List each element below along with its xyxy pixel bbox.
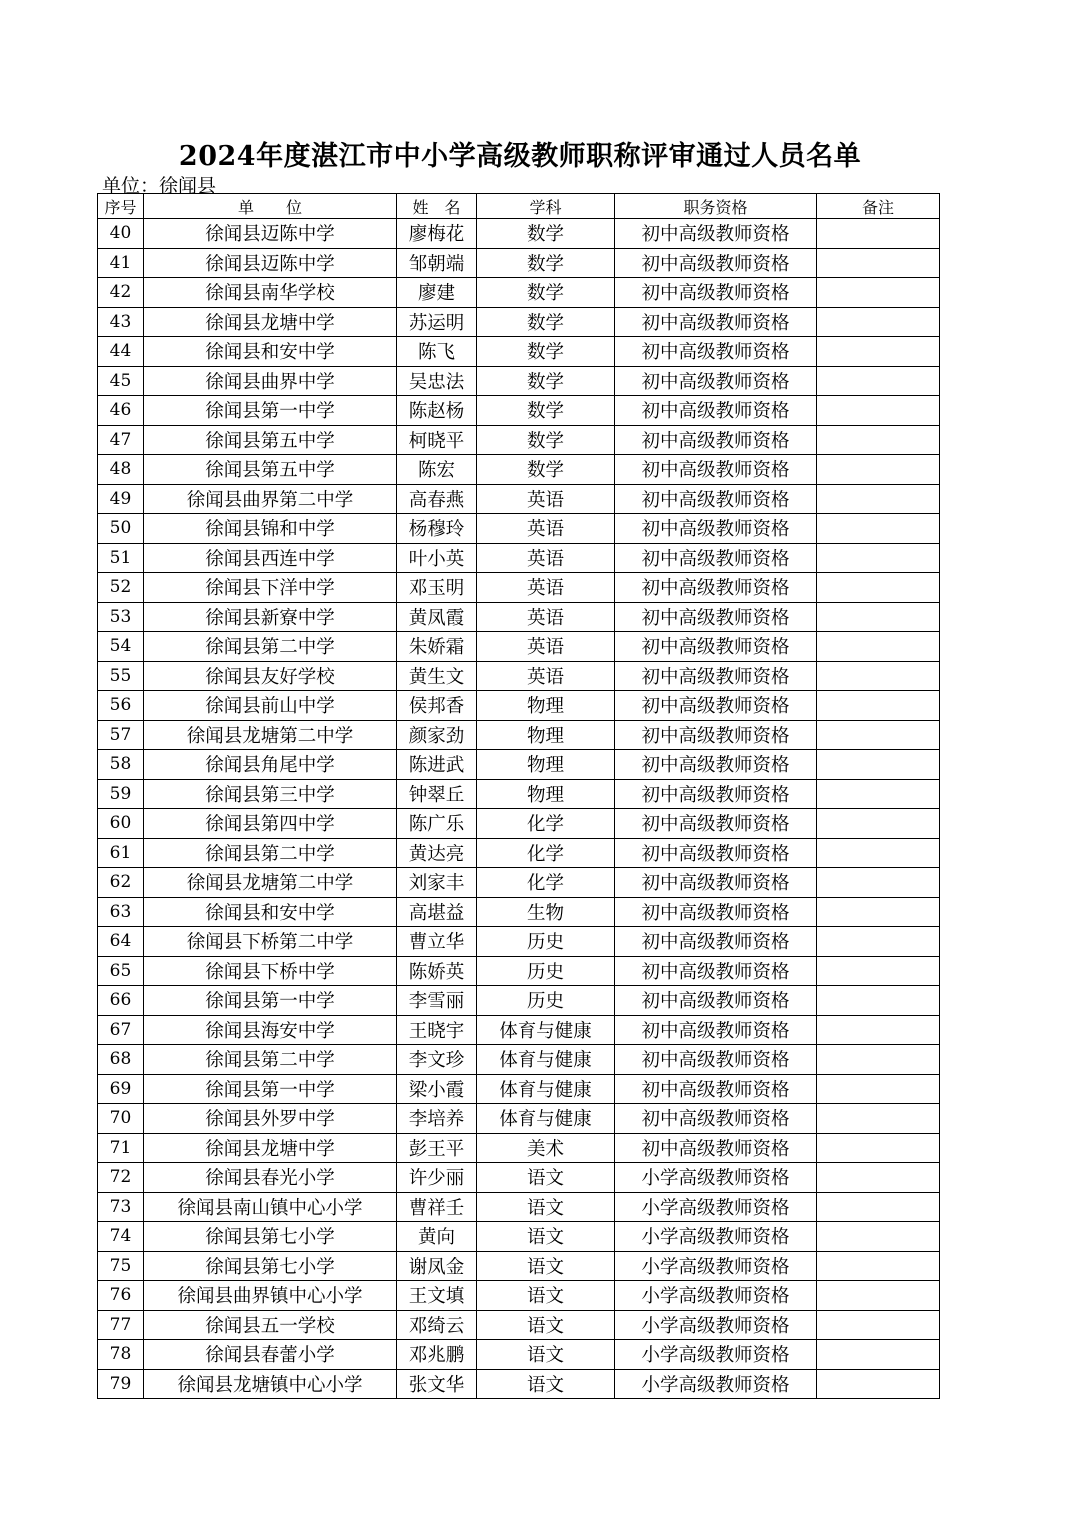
cell-name: 黄凤霞 <box>397 602 477 632</box>
cell-unit: 徐闻县五一学校 <box>144 1310 397 1340</box>
table-row <box>98 1074 940 1104</box>
table-row <box>98 838 940 868</box>
cell-no: 63 <box>98 897 144 927</box>
cell-note <box>817 750 940 780</box>
table-row <box>98 1015 940 1045</box>
cell-note <box>817 573 940 603</box>
cell-unit: 徐闻县和安中学 <box>144 337 397 367</box>
cell-no: 75 <box>98 1251 144 1281</box>
cell-name: 陈宏 <box>397 455 477 485</box>
cell-unit: 徐闻县锦和中学 <box>144 514 397 544</box>
cell-no: 68 <box>98 1045 144 1075</box>
cell-no: 55 <box>98 661 144 691</box>
cell-no: 59 <box>98 779 144 809</box>
cell-name: 吴忠法 <box>397 366 477 396</box>
header-no: 序号 <box>98 194 144 219</box>
cell-name: 许少丽 <box>397 1163 477 1193</box>
cell-subject: 语文 <box>477 1163 615 1193</box>
table-row <box>98 543 940 573</box>
table-row <box>98 1281 940 1311</box>
cell-unit: 徐闻县下桥第二中学 <box>144 927 397 957</box>
cell-note <box>817 425 940 455</box>
cell-name: 陈娇英 <box>397 956 477 986</box>
cell-qualification: 初中高级教师资格 <box>615 720 817 750</box>
cell-name: 李雪丽 <box>397 986 477 1016</box>
header-name: 姓 名 <box>397 194 477 219</box>
cell-subject: 英语 <box>477 514 615 544</box>
cell-no: 60 <box>98 809 144 839</box>
table-row <box>98 809 940 839</box>
cell-note <box>817 543 940 573</box>
cell-no: 53 <box>98 602 144 632</box>
table-row <box>98 337 940 367</box>
cell-note <box>817 779 940 809</box>
cell-no: 57 <box>98 720 144 750</box>
cell-subject: 数学 <box>477 366 615 396</box>
cell-name: 梁小霞 <box>397 1074 477 1104</box>
cell-no: 54 <box>98 632 144 662</box>
cell-name: 曹立华 <box>397 927 477 957</box>
cell-qualification: 初中高级教师资格 <box>615 425 817 455</box>
cell-unit: 徐闻县外罗中学 <box>144 1104 397 1134</box>
table-row <box>98 307 940 337</box>
cell-subject: 物理 <box>477 750 615 780</box>
cell-subject: 体育与健康 <box>477 1045 615 1075</box>
cell-name: 邓玉明 <box>397 573 477 603</box>
table-row <box>98 278 940 308</box>
table-row <box>98 779 940 809</box>
cell-unit: 徐闻县龙塘镇中心小学 <box>144 1369 397 1399</box>
header-row <box>98 194 940 219</box>
cell-unit: 徐闻县南山镇中心小学 <box>144 1192 397 1222</box>
cell-note <box>817 1104 940 1134</box>
cell-subject: 数学 <box>477 425 615 455</box>
cell-unit: 徐闻县春蕾小学 <box>144 1340 397 1370</box>
cell-subject: 历史 <box>477 927 615 957</box>
cell-qualification: 初中高级教师资格 <box>615 307 817 337</box>
cell-subject: 英语 <box>477 661 615 691</box>
cell-subject: 物理 <box>477 779 615 809</box>
cell-unit: 徐闻县第二中学 <box>144 838 397 868</box>
cell-no: 77 <box>98 1310 144 1340</box>
cell-note <box>817 1192 940 1222</box>
table-row <box>98 750 940 780</box>
cell-note <box>817 1369 940 1399</box>
cell-name: 黄达亮 <box>397 838 477 868</box>
table-row <box>98 1192 940 1222</box>
table-row <box>98 897 940 927</box>
cell-subject: 英语 <box>477 602 615 632</box>
cell-unit: 徐闻县第二中学 <box>144 1045 397 1075</box>
cell-subject: 英语 <box>477 632 615 662</box>
header-note: 备注 <box>817 194 940 219</box>
cell-name: 曹祥壬 <box>397 1192 477 1222</box>
cell-subject: 数学 <box>477 278 615 308</box>
cell-name: 王晓宇 <box>397 1015 477 1045</box>
cell-unit: 徐闻县龙塘第二中学 <box>144 720 397 750</box>
cell-qualification: 初中高级教师资格 <box>615 366 817 396</box>
cell-qualification: 初中高级教师资格 <box>615 986 817 1016</box>
cell-note <box>817 602 940 632</box>
cell-note <box>817 1222 940 1252</box>
cell-qualification: 小学高级教师资格 <box>615 1369 817 1399</box>
cell-no: 47 <box>98 425 144 455</box>
cell-name: 苏运明 <box>397 307 477 337</box>
cell-unit: 徐闻县第一中学 <box>144 396 397 426</box>
table-row <box>98 661 940 691</box>
cell-name: 黄生文 <box>397 661 477 691</box>
cell-unit: 徐闻县新寮中学 <box>144 602 397 632</box>
cell-no: 43 <box>98 307 144 337</box>
cell-no: 78 <box>98 1340 144 1370</box>
cell-unit: 徐闻县南华学校 <box>144 278 397 308</box>
cell-qualification: 小学高级教师资格 <box>615 1310 817 1340</box>
cell-name: 李培养 <box>397 1104 477 1134</box>
cell-name: 颜家劲 <box>397 720 477 750</box>
cell-no: 76 <box>98 1281 144 1311</box>
cell-name: 陈飞 <box>397 337 477 367</box>
header-qualification: 职务资格 <box>615 194 817 219</box>
cell-subject: 英语 <box>477 543 615 573</box>
cell-unit: 徐闻县第三中学 <box>144 779 397 809</box>
cell-note <box>817 307 940 337</box>
cell-qualification: 初中高级教师资格 <box>615 514 817 544</box>
cell-no: 46 <box>98 396 144 426</box>
cell-name: 邓兆鹏 <box>397 1340 477 1370</box>
cell-unit: 徐闻县和安中学 <box>144 897 397 927</box>
cell-no: 72 <box>98 1163 144 1193</box>
cell-qualification: 初中高级教师资格 <box>615 278 817 308</box>
cell-qualification: 初中高级教师资格 <box>615 927 817 957</box>
cell-subject: 物理 <box>477 691 615 721</box>
cell-subject: 数学 <box>477 248 615 278</box>
cell-unit: 徐闻县第二中学 <box>144 632 397 662</box>
cell-no: 70 <box>98 1104 144 1134</box>
table-row <box>98 632 940 662</box>
cell-qualification: 初中高级教师资格 <box>615 750 817 780</box>
cell-subject: 数学 <box>477 455 615 485</box>
cell-qualification: 初中高级教师资格 <box>615 1133 817 1163</box>
cell-unit: 徐闻县第四中学 <box>144 809 397 839</box>
cell-qualification: 初中高级教师资格 <box>615 632 817 662</box>
cell-no: 40 <box>98 219 144 249</box>
cell-unit: 徐闻县前山中学 <box>144 691 397 721</box>
cell-subject: 数学 <box>477 396 615 426</box>
cell-name: 高堪益 <box>397 897 477 927</box>
cell-name: 高春燕 <box>397 484 477 514</box>
cell-note <box>817 278 940 308</box>
cell-subject: 化学 <box>477 838 615 868</box>
cell-unit: 徐闻县西连中学 <box>144 543 397 573</box>
document-title: 2024年度湛江市中小学高级教师职称评审通过人员名单 <box>178 141 862 172</box>
cell-subject: 体育与健康 <box>477 1074 615 1104</box>
cell-subject: 英语 <box>477 484 615 514</box>
cell-qualification: 初中高级教师资格 <box>615 956 817 986</box>
cell-qualification: 初中高级教师资格 <box>615 573 817 603</box>
cell-note <box>817 927 940 957</box>
cell-qualification: 初中高级教师资格 <box>615 1104 817 1134</box>
cell-note <box>817 1015 940 1045</box>
cell-subject: 语文 <box>477 1310 615 1340</box>
cell-subject: 语文 <box>477 1369 615 1399</box>
cell-qualification: 初中高级教师资格 <box>615 484 817 514</box>
cell-note <box>817 1133 940 1163</box>
cell-subject: 语文 <box>477 1281 615 1311</box>
table-row <box>98 691 940 721</box>
cell-note <box>817 1251 940 1281</box>
table-row <box>98 1369 940 1399</box>
cell-subject: 语文 <box>477 1340 615 1370</box>
cell-name: 朱娇霜 <box>397 632 477 662</box>
cell-note <box>817 838 940 868</box>
cell-no: 62 <box>98 868 144 898</box>
table-row <box>98 455 940 485</box>
cell-no: 74 <box>98 1222 144 1252</box>
table-row <box>98 514 940 544</box>
cell-unit: 徐闻县龙塘中学 <box>144 307 397 337</box>
cell-note <box>817 1281 940 1311</box>
header-subject: 学科 <box>477 194 615 219</box>
cell-note <box>817 1074 940 1104</box>
cell-unit: 徐闻县迈陈中学 <box>144 219 397 249</box>
table-row <box>98 425 940 455</box>
cell-unit: 徐闻县下桥中学 <box>144 956 397 986</box>
cell-no: 67 <box>98 1015 144 1045</box>
cell-qualification: 初中高级教师资格 <box>615 1015 817 1045</box>
cell-name: 廖建 <box>397 278 477 308</box>
cell-name: 谢凤金 <box>397 1251 477 1281</box>
cell-unit: 徐闻县下洋中学 <box>144 573 397 603</box>
cell-qualification: 小学高级教师资格 <box>615 1163 817 1193</box>
cell-subject: 语文 <box>477 1192 615 1222</box>
table-row <box>98 927 940 957</box>
cell-unit: 徐闻县第一中学 <box>144 1074 397 1104</box>
cell-no: 45 <box>98 366 144 396</box>
cell-name: 陈赵杨 <box>397 396 477 426</box>
cell-qualification: 初中高级教师资格 <box>615 691 817 721</box>
cell-name: 黄向 <box>397 1222 477 1252</box>
cell-name: 邹朝端 <box>397 248 477 278</box>
cell-unit: 徐闻县曲界第二中学 <box>144 484 397 514</box>
cell-unit: 徐闻县春光小学 <box>144 1163 397 1193</box>
cell-note <box>817 396 940 426</box>
cell-unit: 徐闻县曲界镇中心小学 <box>144 1281 397 1311</box>
table-row <box>98 1340 940 1370</box>
cell-note <box>817 248 940 278</box>
cell-qualification: 小学高级教师资格 <box>615 1192 817 1222</box>
cell-unit: 徐闻县海安中学 <box>144 1015 397 1045</box>
table-row <box>98 1045 940 1075</box>
roster-table <box>97 193 940 1399</box>
cell-note <box>817 986 940 1016</box>
cell-no: 42 <box>98 278 144 308</box>
cell-qualification: 初中高级教师资格 <box>615 543 817 573</box>
cell-note <box>817 956 940 986</box>
cell-note <box>817 366 940 396</box>
cell-no: 66 <box>98 986 144 1016</box>
cell-unit: 徐闻县龙塘中学 <box>144 1133 397 1163</box>
table-row <box>98 366 940 396</box>
cell-unit: 徐闻县角尾中学 <box>144 750 397 780</box>
cell-unit: 徐闻县曲界中学 <box>144 366 397 396</box>
cell-no: 69 <box>98 1074 144 1104</box>
cell-subject: 历史 <box>477 956 615 986</box>
cell-unit: 徐闻县友好学校 <box>144 661 397 691</box>
header-unit: 单 位 <box>144 194 397 219</box>
cell-subject: 数学 <box>477 219 615 249</box>
cell-subject: 美术 <box>477 1133 615 1163</box>
cell-note <box>817 337 940 367</box>
cell-subject: 数学 <box>477 307 615 337</box>
cell-no: 41 <box>98 248 144 278</box>
cell-note <box>817 661 940 691</box>
table-row <box>98 1163 940 1193</box>
cell-name: 王文填 <box>397 1281 477 1311</box>
cell-subject: 语文 <box>477 1251 615 1281</box>
cell-qualification: 初中高级教师资格 <box>615 1045 817 1075</box>
table-row <box>98 1104 940 1134</box>
cell-no: 49 <box>98 484 144 514</box>
cell-note <box>817 809 940 839</box>
table-row <box>98 986 940 1016</box>
cell-qualification: 初中高级教师资格 <box>615 868 817 898</box>
cell-note <box>817 868 940 898</box>
cell-no: 79 <box>98 1369 144 1399</box>
cell-name: 彭王平 <box>397 1133 477 1163</box>
cell-subject: 化学 <box>477 809 615 839</box>
cell-unit: 徐闻县第七小学 <box>144 1251 397 1281</box>
cell-name: 张文华 <box>397 1369 477 1399</box>
table-row <box>98 1133 940 1163</box>
cell-name: 柯晓平 <box>397 425 477 455</box>
cell-note <box>817 1045 940 1075</box>
cell-qualification: 小学高级教师资格 <box>615 1281 817 1311</box>
cell-name: 邓绮云 <box>397 1310 477 1340</box>
cell-subject: 物理 <box>477 720 615 750</box>
table-row <box>98 1310 940 1340</box>
cell-qualification: 小学高级教师资格 <box>615 1222 817 1252</box>
cell-note <box>817 632 940 662</box>
cell-name: 侯邦香 <box>397 691 477 721</box>
cell-note <box>817 219 940 249</box>
table-row <box>98 396 940 426</box>
cell-qualification: 初中高级教师资格 <box>615 337 817 367</box>
cell-no: 48 <box>98 455 144 485</box>
cell-no: 61 <box>98 838 144 868</box>
roster-body <box>98 219 940 1399</box>
cell-qualification: 初中高级教师资格 <box>615 838 817 868</box>
table-row <box>98 484 940 514</box>
unit-label: 单位：徐闻县 <box>102 175 217 197</box>
cell-unit: 徐闻县龙塘第二中学 <box>144 868 397 898</box>
cell-qualification: 初中高级教师资格 <box>615 396 817 426</box>
cell-note <box>817 514 940 544</box>
cell-note <box>817 897 940 927</box>
cell-no: 64 <box>98 927 144 957</box>
cell-name: 陈进武 <box>397 750 477 780</box>
cell-qualification: 小学高级教师资格 <box>615 1251 817 1281</box>
table-row <box>98 248 940 278</box>
cell-no: 44 <box>98 337 144 367</box>
cell-name: 钟翠丘 <box>397 779 477 809</box>
cell-name: 陈广乐 <box>397 809 477 839</box>
cell-qualification: 初中高级教师资格 <box>615 219 817 249</box>
cell-no: 71 <box>98 1133 144 1163</box>
table-row <box>98 868 940 898</box>
cell-qualification: 初中高级教师资格 <box>615 602 817 632</box>
cell-subject: 历史 <box>477 986 615 1016</box>
cell-subject: 体育与健康 <box>477 1015 615 1045</box>
cell-unit: 徐闻县第一中学 <box>144 986 397 1016</box>
cell-note <box>817 1310 940 1340</box>
cell-unit: 徐闻县迈陈中学 <box>144 248 397 278</box>
cell-unit: 徐闻县第五中学 <box>144 425 397 455</box>
cell-name: 廖梅花 <box>397 219 477 249</box>
cell-note <box>817 1340 940 1370</box>
cell-qualification: 初中高级教师资格 <box>615 809 817 839</box>
cell-name: 刘家丰 <box>397 868 477 898</box>
table-row <box>98 956 940 986</box>
cell-qualification: 初中高级教师资格 <box>615 1074 817 1104</box>
cell-qualification: 初中高级教师资格 <box>615 661 817 691</box>
table-row <box>98 573 940 603</box>
cell-unit: 徐闻县第七小学 <box>144 1222 397 1252</box>
cell-no: 65 <box>98 956 144 986</box>
cell-note <box>817 484 940 514</box>
cell-qualification: 初中高级教师资格 <box>615 455 817 485</box>
cell-subject: 英语 <box>477 573 615 603</box>
cell-qualification: 初中高级教师资格 <box>615 897 817 927</box>
table-row <box>98 219 940 249</box>
cell-name: 杨穆玲 <box>397 514 477 544</box>
cell-qualification: 初中高级教师资格 <box>615 248 817 278</box>
cell-unit: 徐闻县第五中学 <box>144 455 397 485</box>
cell-qualification: 小学高级教师资格 <box>615 1340 817 1370</box>
cell-name: 叶小英 <box>397 543 477 573</box>
cell-subject: 数学 <box>477 337 615 367</box>
cell-no: 73 <box>98 1192 144 1222</box>
table-row <box>98 1251 940 1281</box>
cell-subject: 语文 <box>477 1222 615 1252</box>
cell-note <box>817 455 940 485</box>
cell-subject: 体育与健康 <box>477 1104 615 1134</box>
table-row <box>98 602 940 632</box>
table-row <box>98 1222 940 1252</box>
cell-no: 51 <box>98 543 144 573</box>
cell-note <box>817 720 940 750</box>
cell-no: 58 <box>98 750 144 780</box>
cell-no: 52 <box>98 573 144 603</box>
cell-note <box>817 1163 940 1193</box>
cell-subject: 生物 <box>477 897 615 927</box>
cell-no: 56 <box>98 691 144 721</box>
cell-subject: 化学 <box>477 868 615 898</box>
cell-note <box>817 691 940 721</box>
cell-no: 50 <box>98 514 144 544</box>
cell-qualification: 初中高级教师资格 <box>615 779 817 809</box>
cell-name: 李文珍 <box>397 1045 477 1075</box>
table-row <box>98 720 940 750</box>
